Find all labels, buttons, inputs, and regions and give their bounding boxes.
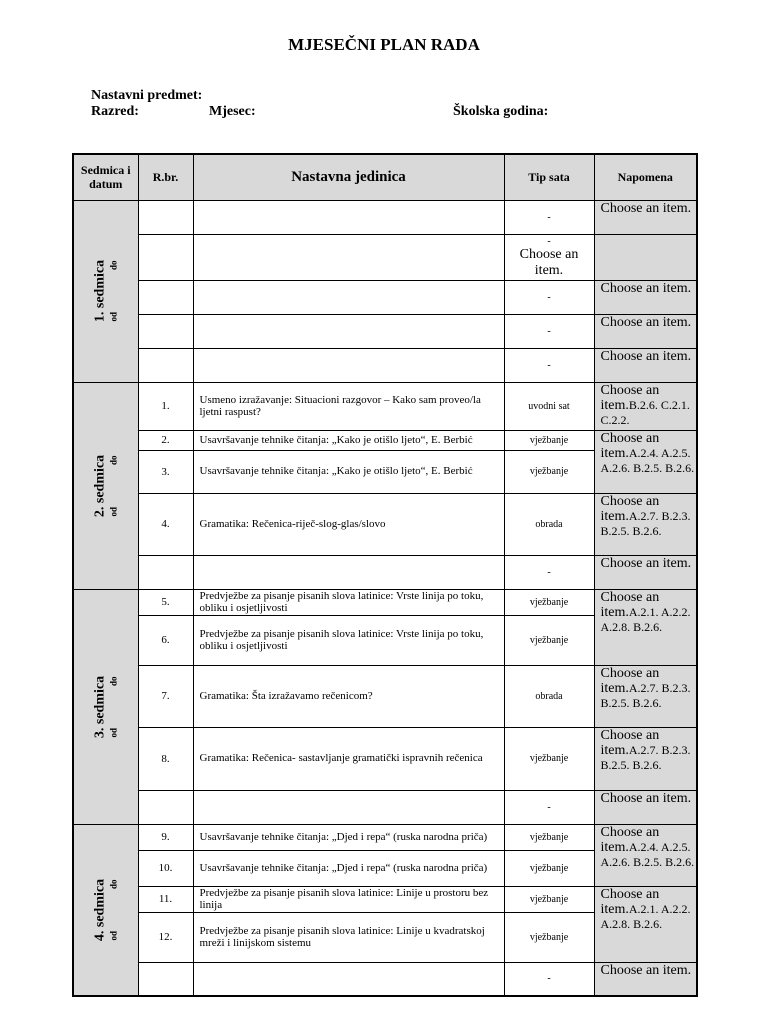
rbr-cell[interactable]: 5. bbox=[138, 589, 193, 615]
nastavna-jedinica-cell[interactable]: Gramatika: Rečenica- sastavljanje gramatički ispravnih rečenica bbox=[193, 727, 504, 790]
napomena-choice[interactable]: Choose an item. bbox=[600, 589, 660, 620]
napomena-choice[interactable]: Choose an item. bbox=[600, 314, 692, 330]
napomena-dropdown[interactable] bbox=[594, 790, 697, 824]
week-do-label[interactable]: do bbox=[108, 879, 119, 889]
nastavna-jedinica-cell[interactable]: Usmeno izražavanje: Situacioni razgovor – Kako sam proveo/la ljetni raspust? bbox=[193, 382, 504, 430]
napomena-choice[interactable]: Choose an item. bbox=[600, 665, 660, 696]
nastavna-jedinica-cell[interactable]: Gramatika: Rečenica-riječ-slog-glas/slovo bbox=[193, 493, 504, 555]
napomena-dropdown[interactable] bbox=[594, 382, 697, 430]
tip-sata-cell[interactable]: - bbox=[504, 280, 594, 314]
rbr-cell[interactable]: 11. bbox=[138, 886, 193, 912]
tip-sata-cell[interactable]: obrada bbox=[504, 665, 594, 727]
table-row bbox=[73, 430, 697, 450]
header-row bbox=[73, 154, 697, 200]
nastavna-jedinica-cell[interactable] bbox=[193, 962, 504, 996]
napomena-dropdown[interactable] bbox=[594, 348, 697, 382]
napomena-dropdown[interactable] bbox=[594, 665, 697, 727]
napomena-choice[interactable]: Choose an item. bbox=[600, 493, 660, 524]
tip-sata-cell[interactable]: vježbanje bbox=[504, 886, 594, 912]
table-row bbox=[73, 727, 697, 790]
razred-label: Razred: bbox=[91, 104, 139, 119]
table-row bbox=[73, 824, 697, 850]
napomena-dropdown[interactable] bbox=[594, 200, 697, 234]
napomena-dropdown[interactable] bbox=[594, 589, 697, 665]
tip-sata-cell[interactable]: vježbanje bbox=[504, 589, 594, 615]
nastavna-jedinica-cell[interactable]: Predvježbe za pisanje pisanih slova latinice: Vrste linija po toku, obliku i osjetljivosti bbox=[193, 615, 504, 665]
napomena-dropdown[interactable] bbox=[594, 430, 697, 493]
napomena-codes: B.2.6. C.2.1. C.2.2. bbox=[600, 397, 690, 427]
nastavna-jedinica-cell[interactable] bbox=[193, 348, 504, 382]
rbr-cell[interactable] bbox=[138, 314, 193, 348]
napomena-choice[interactable]: Choose an item. bbox=[600, 727, 660, 758]
week-do-label[interactable]: do bbox=[108, 675, 119, 686]
rbr-cell[interactable]: 12. bbox=[138, 912, 193, 962]
table-row bbox=[73, 493, 697, 555]
napomena-choice[interactable]: Choose an item. bbox=[600, 555, 692, 571]
napomena-dropdown[interactable] bbox=[594, 280, 697, 314]
header-tip: Tip sata bbox=[504, 154, 594, 200]
header-napomena: Napomena bbox=[594, 154, 697, 200]
week-od-label[interactable]: od bbox=[108, 312, 119, 322]
napomena-choice[interactable]: Choose an item. bbox=[600, 886, 660, 917]
week-cell bbox=[73, 200, 138, 382]
week-od-label[interactable]: od bbox=[108, 930, 119, 941]
napomena-dropdown[interactable] bbox=[594, 727, 697, 790]
header-rbr: R.br. bbox=[138, 154, 193, 200]
table-row bbox=[73, 382, 697, 430]
napomena-codes: A.2.7. B.2.3. B.2.5. B.2.6. bbox=[600, 680, 691, 710]
week-label: 1. sedmica bbox=[92, 259, 108, 323]
tip-sata-cell[interactable] bbox=[504, 234, 594, 280]
week-label: 3. sedmica bbox=[92, 675, 108, 738]
napomena-choice[interactable]: Choose an item. bbox=[600, 962, 692, 978]
week-od-label[interactable]: od bbox=[108, 727, 119, 738]
tip-sata-cell[interactable]: vježbanje bbox=[504, 912, 594, 962]
nastavna-jedinica-cell[interactable] bbox=[193, 234, 504, 280]
rbr-cell[interactable] bbox=[138, 790, 193, 824]
table-row bbox=[73, 200, 697, 234]
week-do-label[interactable]: do bbox=[108, 260, 119, 270]
nastavna-jedinica-cell[interactable]: Usavršavanje tehnike čitanja: „Kako je otišlo ljeto“, E. Berbić bbox=[193, 430, 504, 450]
rbr-cell[interactable] bbox=[138, 280, 193, 314]
tip-sata-cell[interactable]: vježbanje bbox=[504, 850, 594, 886]
napomena-choice[interactable]: Choose an item. bbox=[600, 790, 692, 806]
napomena-dropdown[interactable] bbox=[594, 886, 697, 962]
napomena-dropdown[interactable] bbox=[594, 314, 697, 348]
nastavna-jedinica-cell[interactable]: Usavršavanje tehnike čitanja: „Kako je otišlo ljeto“, E. Berbić bbox=[193, 450, 504, 493]
nastavna-jedinica-cell[interactable]: Predvježbe za pisanje pisanih slova latinice: Vrste linija po toku, obliku i osjetljivosti bbox=[193, 589, 504, 615]
napomena-dropdown[interactable] bbox=[594, 555, 697, 589]
napomena-dropdown[interactable] bbox=[594, 234, 697, 280]
table-row bbox=[73, 348, 697, 382]
week-od-label[interactable]: od bbox=[108, 506, 119, 517]
tip-sata-cell[interactable]: - bbox=[504, 348, 594, 382]
rbr-cell[interactable]: 2. bbox=[138, 430, 193, 450]
table-row bbox=[73, 234, 697, 280]
napomena-codes: A.2.7. B.2.3. B.2.5. B.2.6. bbox=[600, 508, 691, 538]
rbr-cell[interactable]: 4. bbox=[138, 493, 193, 555]
nastavna-jedinica-cell[interactable]: Usavršavanje tehnike čitanja: „Djed i repa“ (ruska narodna priča) bbox=[193, 850, 504, 886]
nastavna-jedinica-cell[interactable] bbox=[193, 280, 504, 314]
napomena-codes: A.2.4. A.2.5. A.2.6. B.2.5. B.2.6. bbox=[600, 839, 695, 869]
napomena-choice[interactable]: Choose an item. bbox=[600, 200, 692, 216]
week-cell bbox=[73, 824, 138, 996]
rbr-cell[interactable]: 3. bbox=[138, 450, 193, 493]
napomena-dropdown[interactable] bbox=[594, 493, 697, 555]
nastavna-jedinica-cell[interactable]: Gramatika: Šta izražavamo rečenicom? bbox=[193, 665, 504, 727]
napomena-choice[interactable]: Choose an item. bbox=[600, 348, 692, 364]
table-row bbox=[73, 790, 697, 824]
tip-sata-cell[interactable]: vježbanje bbox=[504, 824, 594, 850]
week-cell bbox=[73, 382, 138, 589]
tip-sata-cell[interactable]: - bbox=[504, 790, 594, 824]
plan-body bbox=[73, 200, 697, 996]
rbr-cell[interactable] bbox=[138, 200, 193, 234]
napomena-dropdown[interactable] bbox=[594, 962, 697, 996]
rbr-cell[interactable] bbox=[138, 348, 193, 382]
skolska-godina-label: Školska godina: bbox=[453, 104, 549, 119]
tip-sata-dropdown[interactable]: Choose an item. bbox=[519, 246, 579, 278]
tip-sata-cell[interactable]: uvodni sat bbox=[504, 382, 594, 430]
rbr-cell[interactable] bbox=[138, 962, 193, 996]
nastavna-jedinica-cell[interactable] bbox=[193, 200, 504, 234]
rbr-cell[interactable] bbox=[138, 555, 193, 589]
rbr-cell[interactable]: 10. bbox=[138, 850, 193, 886]
table-row bbox=[73, 314, 697, 348]
table-row bbox=[73, 589, 697, 615]
tip-sata-cell[interactable]: vježbanje bbox=[504, 450, 594, 493]
tip-sata-cell[interactable]: - bbox=[504, 962, 594, 996]
header-sedmica: Sedmica i datum bbox=[73, 154, 138, 200]
table-row bbox=[73, 886, 697, 912]
document-title: MJESEČNI PLAN RADA bbox=[288, 35, 480, 54]
nastavna-jedinica-cell[interactable] bbox=[193, 314, 504, 348]
nastavna-jedinica-cell[interactable] bbox=[193, 555, 504, 589]
table-row bbox=[73, 665, 697, 727]
table-row bbox=[73, 280, 697, 314]
week-label: 4. sedmica bbox=[92, 878, 108, 941]
tip-sata-cell[interactable]: - bbox=[504, 555, 594, 589]
nastavna-jedinica-cell[interactable]: Usavršavanje tehnike čitanja: „Djed i repa“ (ruska narodna priča) bbox=[193, 824, 504, 850]
rbr-cell[interactable]: 6. bbox=[138, 615, 193, 665]
table-row bbox=[73, 555, 697, 589]
tip-sata-cell[interactable]: - bbox=[504, 314, 594, 348]
tip-sata-cell[interactable]: - bbox=[504, 200, 594, 234]
napomena-codes: A.2.4. A.2.5. A.2.6. B.2.5. B.2.6. bbox=[600, 445, 695, 475]
napomena-choice[interactable]: Choose an item. bbox=[600, 824, 660, 855]
table-row bbox=[73, 962, 697, 996]
nastavna-jedinica-cell[interactable] bbox=[193, 790, 504, 824]
nastavni-predmet-label: Nastavni predmet: bbox=[91, 88, 203, 103]
tip-sata-cell[interactable]: vježbanje bbox=[504, 430, 594, 450]
napomena-choice[interactable]: Choose an item. bbox=[600, 430, 660, 461]
tip-sata-cell[interactable]: obrada bbox=[504, 493, 594, 555]
plan-table bbox=[72, 153, 698, 997]
nastavna-jedinica-cell[interactable]: Predvježbe za pisanje pisanih slova latinice: Linije u prostoru bez linija bbox=[193, 886, 504, 912]
week-do-label[interactable]: do bbox=[108, 454, 119, 465]
tip-sata-cell[interactable]: vježbanje bbox=[504, 727, 594, 790]
napomena-dropdown[interactable] bbox=[594, 824, 697, 886]
napomena-codes: A.2.7. B.2.3. B.2.5. B.2.6. bbox=[600, 742, 691, 772]
week-label: 2. sedmica bbox=[92, 454, 108, 517]
mjesec-label: Mjesec: bbox=[209, 104, 256, 119]
rbr-cell[interactable]: 9. bbox=[138, 824, 193, 850]
napomena-codes: A.2.1. A.2.2. A.2.8. B.2.6. bbox=[600, 604, 691, 634]
week-cell bbox=[73, 589, 138, 824]
napomena-choice[interactable]: Choose an item. bbox=[600, 280, 692, 296]
rbr-cell[interactable]: 8. bbox=[138, 727, 193, 790]
napomena-codes: A.2.1. A.2.2. A.2.8. B.2.6. bbox=[600, 901, 691, 931]
rbr-cell[interactable]: 1. bbox=[138, 382, 193, 430]
header-jedinica: Nastavna jedinica bbox=[193, 154, 504, 200]
tip-sata-value: - bbox=[547, 235, 551, 247]
rbr-cell[interactable]: 7. bbox=[138, 665, 193, 727]
tip-sata-cell[interactable]: vježbanje bbox=[504, 615, 594, 665]
napomena-choice[interactable]: Choose an item. bbox=[600, 382, 660, 413]
nastavna-jedinica-cell[interactable]: Predvježbe za pisanje pisanih slova latinice: Linije u kvadratskoj mreži i linijskom sistemu bbox=[193, 912, 504, 962]
rbr-cell[interactable] bbox=[138, 234, 193, 280]
